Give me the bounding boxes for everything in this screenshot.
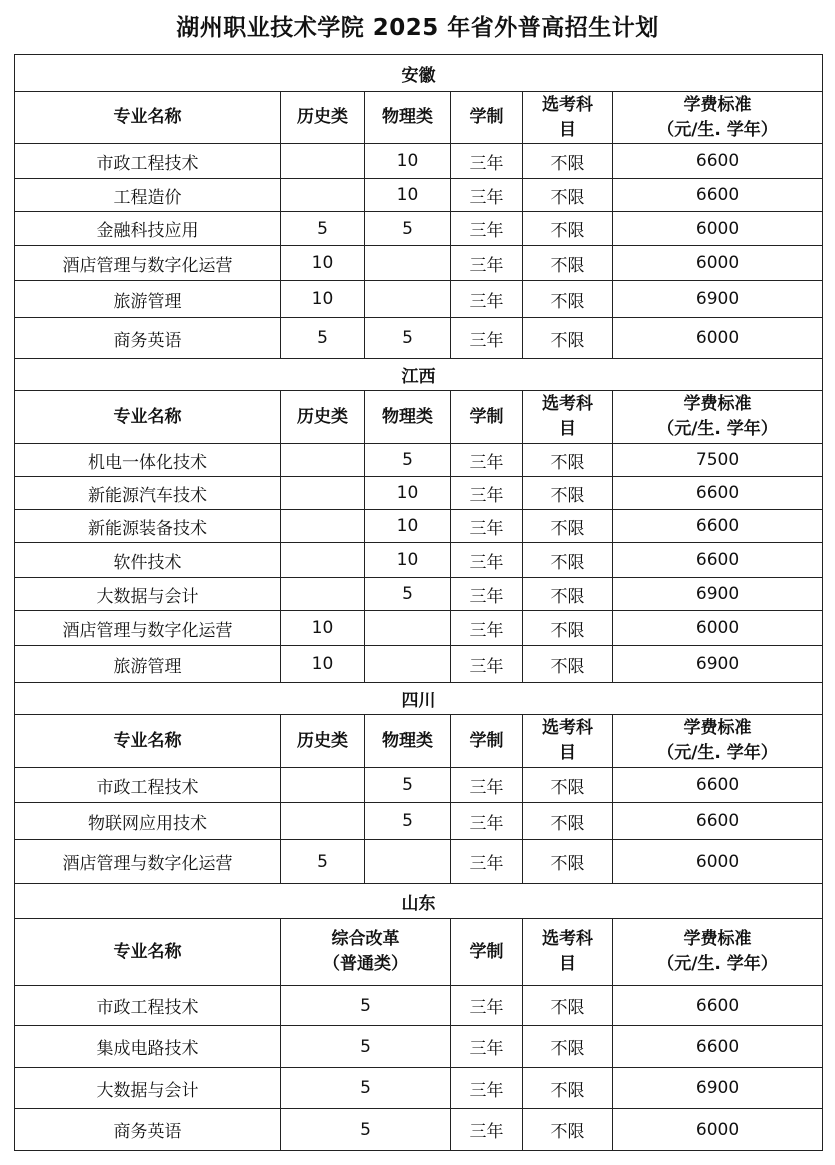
subject-cell: 不限 xyxy=(523,212,613,246)
major-cell: 机电一体化技术 xyxy=(15,444,281,477)
major-cell: 物联网应用技术 xyxy=(15,803,281,840)
history-cell: 10 xyxy=(281,246,365,281)
duration-cell: 三年 xyxy=(451,477,523,510)
major-cell: 酒店管理与数字化运营 xyxy=(15,611,281,646)
duration-cell: 三年 xyxy=(451,646,523,683)
table-row xyxy=(15,318,823,359)
section-row xyxy=(15,884,823,919)
subject-cell: 不限 xyxy=(523,444,613,477)
history-cell xyxy=(281,444,365,477)
duration-header: 学制 xyxy=(451,391,523,444)
subject-cell: 不限 xyxy=(523,768,613,803)
history-cell xyxy=(281,179,365,212)
subject-header-line1: 选考科 xyxy=(542,718,593,738)
table-row xyxy=(15,578,823,611)
subject-cell: 不限 xyxy=(523,611,613,646)
physics-cell: 10 xyxy=(365,510,451,543)
physics-cell: 10 xyxy=(365,543,451,578)
subject-header-line2: 目 xyxy=(559,419,576,439)
subject-cell: 不限 xyxy=(523,144,613,179)
subject-cell: 不限 xyxy=(523,477,613,510)
header-row xyxy=(15,715,823,768)
fee-cell: 6600 xyxy=(613,144,823,179)
history-header: 历史类 xyxy=(281,715,365,768)
subject-header-line2: 目 xyxy=(559,954,576,974)
fee-cell: 7500 xyxy=(613,444,823,477)
physics-cell: 5 xyxy=(365,444,451,477)
table-row xyxy=(15,281,823,318)
history-cell xyxy=(281,543,365,578)
history-cell: 5 xyxy=(281,318,365,359)
history-header: 历史类 xyxy=(281,92,365,144)
section-row xyxy=(15,683,823,715)
subject-cell: 不限 xyxy=(523,281,613,318)
fee-cell: 6900 xyxy=(613,281,823,318)
duration-cell: 三年 xyxy=(451,1109,523,1151)
table-row xyxy=(15,646,823,683)
physics-cell: 5 xyxy=(365,212,451,246)
table-row xyxy=(15,1109,823,1151)
fee-cell: 6600 xyxy=(613,1026,823,1068)
history-header: 历史类 xyxy=(281,391,365,444)
physics-cell xyxy=(365,646,451,683)
comprehensive-cell: 5 xyxy=(281,1109,451,1151)
subject-cell: 不限 xyxy=(523,318,613,359)
major-header: 专业名称 xyxy=(15,715,281,768)
duration-cell: 三年 xyxy=(451,840,523,884)
major-cell: 市政工程技术 xyxy=(15,986,281,1026)
subject-header xyxy=(523,92,613,144)
history-cell xyxy=(281,578,365,611)
table-row xyxy=(15,212,823,246)
subject-cell: 不限 xyxy=(523,510,613,543)
fee-cell: 6600 xyxy=(613,510,823,543)
subject-header xyxy=(523,919,613,986)
subject-cell: 不限 xyxy=(523,1109,613,1151)
comprehensive-header-line2: （普通类） xyxy=(323,954,408,974)
duration-cell: 三年 xyxy=(451,1068,523,1109)
fee-cell: 6900 xyxy=(613,1068,823,1109)
fee-header xyxy=(613,919,823,986)
major-header: 专业名称 xyxy=(15,391,281,444)
major-cell: 商务英语 xyxy=(15,1109,281,1151)
fee-cell: 6600 xyxy=(613,179,823,212)
table-row xyxy=(15,477,823,510)
duration-cell: 三年 xyxy=(451,611,523,646)
history-cell xyxy=(281,144,365,179)
header-row xyxy=(15,919,823,986)
major-cell: 旅游管理 xyxy=(15,281,281,318)
physics-cell xyxy=(365,281,451,318)
table-row xyxy=(15,444,823,477)
fee-cell: 6000 xyxy=(613,212,823,246)
duration-header: 学制 xyxy=(451,919,523,986)
table-row xyxy=(15,144,823,179)
comprehensive-cell: 5 xyxy=(281,1068,451,1109)
enrollment-plan-table xyxy=(14,54,823,1151)
history-cell: 10 xyxy=(281,611,365,646)
major-cell: 新能源装备技术 xyxy=(15,510,281,543)
history-cell: 10 xyxy=(281,281,365,318)
major-cell: 市政工程技术 xyxy=(15,768,281,803)
fee-cell: 6600 xyxy=(613,803,823,840)
comprehensive-header-line1: 综合改革 xyxy=(331,929,400,949)
physics-cell xyxy=(365,246,451,281)
major-cell: 旅游管理 xyxy=(15,646,281,683)
fee-cell: 6000 xyxy=(613,840,823,884)
fee-header-line2: （元/生. 学年） xyxy=(657,419,778,439)
table-row xyxy=(15,768,823,803)
fee-header xyxy=(613,715,823,768)
physics-header: 物理类 xyxy=(365,391,451,444)
major-cell: 金融科技应用 xyxy=(15,212,281,246)
history-cell xyxy=(281,768,365,803)
duration-cell: 三年 xyxy=(451,510,523,543)
major-cell: 酒店管理与数字化运营 xyxy=(15,840,281,884)
history-cell xyxy=(281,477,365,510)
subject-header xyxy=(523,391,613,444)
table-row xyxy=(15,803,823,840)
fee-header-line2: （元/生. 学年） xyxy=(657,954,778,974)
duration-cell: 三年 xyxy=(451,543,523,578)
duration-cell: 三年 xyxy=(451,578,523,611)
duration-cell: 三年 xyxy=(451,281,523,318)
duration-cell: 三年 xyxy=(451,444,523,477)
subject-cell: 不限 xyxy=(523,578,613,611)
major-cell: 商务英语 xyxy=(15,318,281,359)
duration-cell: 三年 xyxy=(451,179,523,212)
subject-cell: 不限 xyxy=(523,646,613,683)
physics-cell: 5 xyxy=(365,578,451,611)
province-heading: 四川 xyxy=(15,683,823,715)
major-cell: 酒店管理与数字化运营 xyxy=(15,246,281,281)
duration-cell: 三年 xyxy=(451,144,523,179)
section-row xyxy=(15,359,823,391)
physics-cell xyxy=(365,611,451,646)
major-cell: 软件技术 xyxy=(15,543,281,578)
duration-cell: 三年 xyxy=(451,318,523,359)
physics-header: 物理类 xyxy=(365,715,451,768)
table-row xyxy=(15,840,823,884)
fee-cell: 6600 xyxy=(613,543,823,578)
comprehensive-header xyxy=(281,919,451,986)
subject-cell: 不限 xyxy=(523,803,613,840)
major-cell: 工程造价 xyxy=(15,179,281,212)
physics-cell: 10 xyxy=(365,179,451,212)
major-cell: 新能源汽车技术 xyxy=(15,477,281,510)
fee-header-line2: （元/生. 学年） xyxy=(657,743,778,763)
duration-cell: 三年 xyxy=(451,803,523,840)
history-cell: 5 xyxy=(281,840,365,884)
fee-cell: 6000 xyxy=(613,318,823,359)
duration-header: 学制 xyxy=(451,715,523,768)
physics-cell: 5 xyxy=(365,768,451,803)
history-cell: 10 xyxy=(281,646,365,683)
physics-cell: 5 xyxy=(365,318,451,359)
fee-cell: 6900 xyxy=(613,578,823,611)
fee-cell: 6600 xyxy=(613,477,823,510)
comprehensive-cell: 5 xyxy=(281,1026,451,1068)
fee-header xyxy=(613,92,823,144)
subject-cell: 不限 xyxy=(523,179,613,212)
subject-header-line2: 目 xyxy=(559,119,576,140)
major-cell: 大数据与会计 xyxy=(15,1068,281,1109)
major-cell: 市政工程技术 xyxy=(15,144,281,179)
fee-header-line1: 学费标准 xyxy=(683,718,752,738)
fee-header-line1: 学费标准 xyxy=(683,929,752,949)
physics-cell: 10 xyxy=(365,144,451,179)
table-row xyxy=(15,510,823,543)
history-cell xyxy=(281,803,365,840)
history-cell: 5 xyxy=(281,212,365,246)
subject-cell: 不限 xyxy=(523,1068,613,1109)
province-heading: 山东 xyxy=(15,884,823,919)
major-cell: 集成电路技术 xyxy=(15,1026,281,1068)
section-row xyxy=(15,55,823,92)
duration-cell: 三年 xyxy=(451,986,523,1026)
subject-cell: 不限 xyxy=(523,543,613,578)
subject-cell: 不限 xyxy=(523,986,613,1026)
physics-cell: 10 xyxy=(365,477,451,510)
subject-header-line1: 选考科 xyxy=(542,929,593,949)
subject-header xyxy=(523,715,613,768)
physics-cell xyxy=(365,840,451,884)
subject-cell: 不限 xyxy=(523,840,613,884)
subject-header-line1: 选考科 xyxy=(542,94,593,115)
header-row xyxy=(15,92,823,144)
table-row xyxy=(15,246,823,281)
table-row xyxy=(15,543,823,578)
fee-cell: 6000 xyxy=(613,246,823,281)
fee-header xyxy=(613,391,823,444)
fee-header-line1: 学费标准 xyxy=(683,394,752,414)
duration-cell: 三年 xyxy=(451,212,523,246)
fee-cell: 6900 xyxy=(613,646,823,683)
fee-cell: 6600 xyxy=(613,768,823,803)
table-row xyxy=(15,179,823,212)
fee-cell: 6000 xyxy=(613,611,823,646)
major-header: 专业名称 xyxy=(15,919,281,986)
fee-header-line1: 学费标准 xyxy=(683,94,752,115)
duration-cell: 三年 xyxy=(451,1026,523,1068)
major-cell: 大数据与会计 xyxy=(15,578,281,611)
table-row xyxy=(15,1026,823,1068)
table-row xyxy=(15,611,823,646)
duration-cell: 三年 xyxy=(451,768,523,803)
comprehensive-cell: 5 xyxy=(281,986,451,1026)
fee-header-line2: （元/生. 学年） xyxy=(657,119,778,140)
physics-header: 物理类 xyxy=(365,92,451,144)
history-cell xyxy=(281,510,365,543)
province-heading: 江西 xyxy=(15,359,823,391)
fee-cell: 6000 xyxy=(613,1109,823,1151)
header-row xyxy=(15,391,823,444)
major-header: 专业名称 xyxy=(15,92,281,144)
physics-cell: 5 xyxy=(365,803,451,840)
duration-header: 学制 xyxy=(451,92,523,144)
fee-cell: 6600 xyxy=(613,986,823,1026)
subject-header-line2: 目 xyxy=(559,743,576,763)
subject-cell: 不限 xyxy=(523,246,613,281)
duration-cell: 三年 xyxy=(451,246,523,281)
table-row xyxy=(15,1068,823,1109)
subject-cell: 不限 xyxy=(523,1026,613,1068)
province-heading: 安徽 xyxy=(15,55,823,92)
page-title: 湖州职业技术学院 2025 年省外普高招生计划 xyxy=(176,15,659,41)
table-row xyxy=(15,986,823,1026)
subject-header-line1: 选考科 xyxy=(542,394,593,414)
